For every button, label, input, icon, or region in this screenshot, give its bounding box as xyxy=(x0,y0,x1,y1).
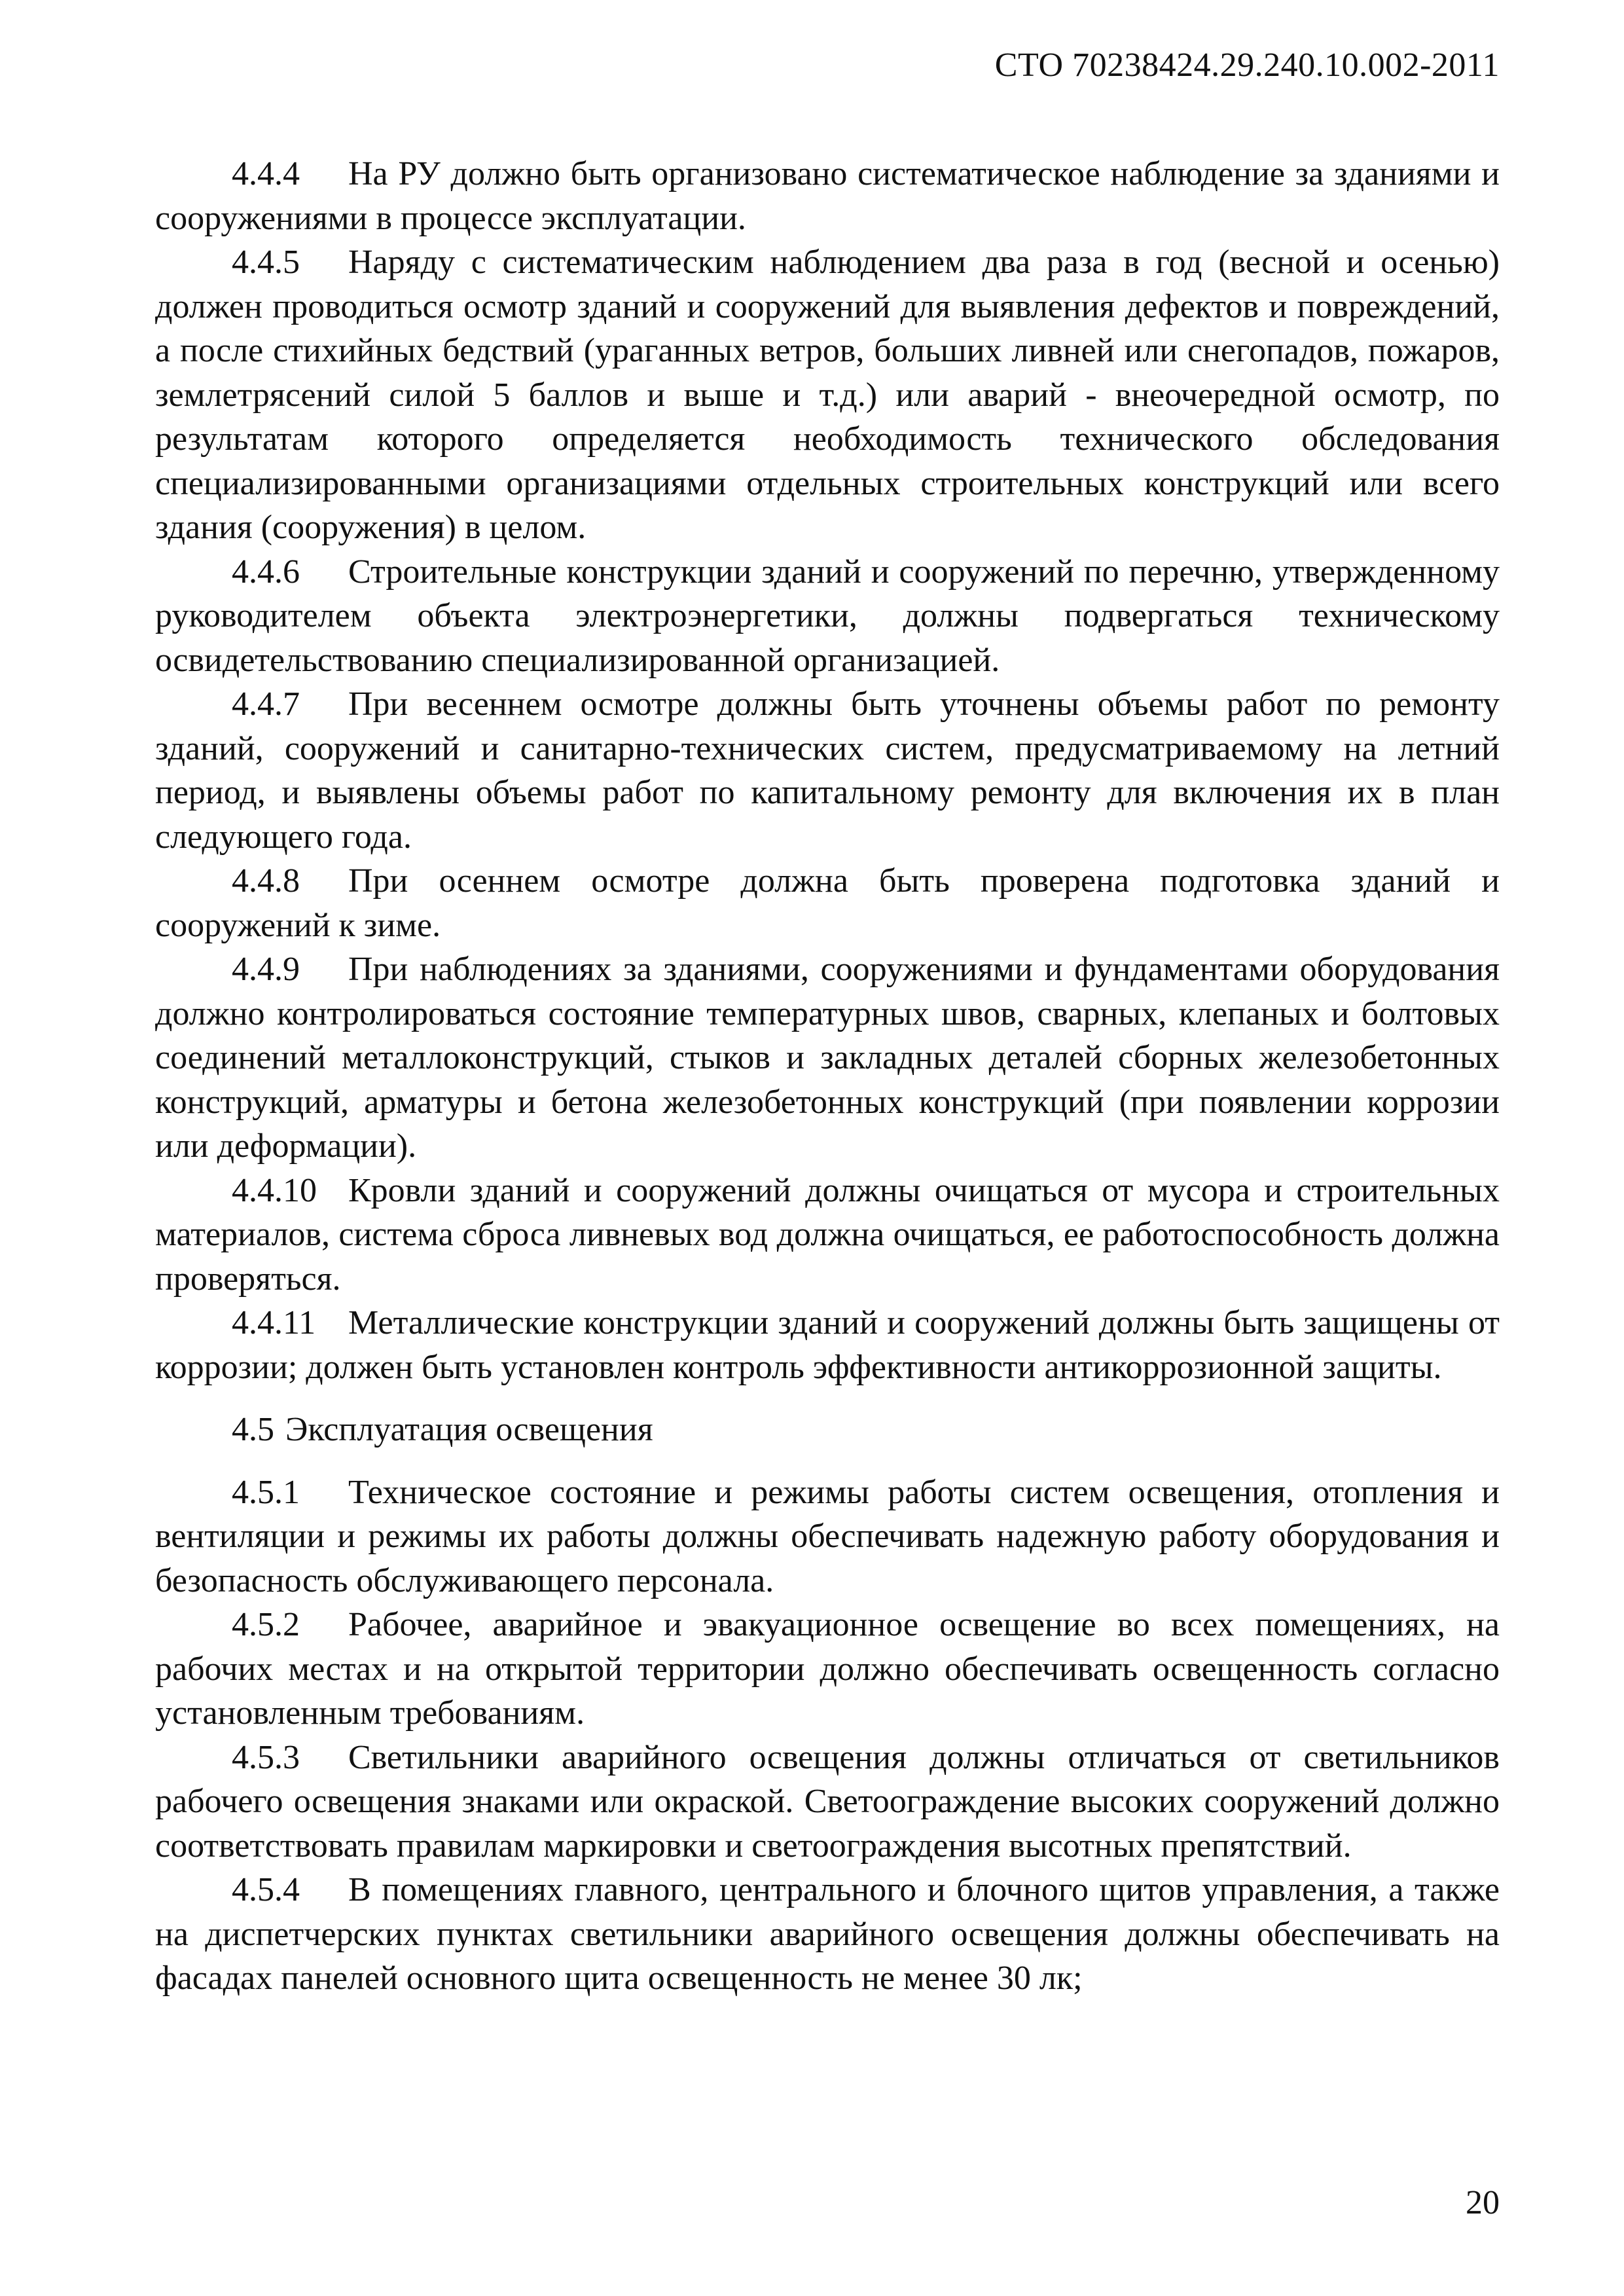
paragraph-group-4-5 xyxy=(155,1470,1500,2001)
clause-text: Наряду с систематическим наблюдением два раза в год (весной и осенью) должен проводиться осмотр зданий и сооружений для выявления дефектов и повреждений, а после стихийных бедствий (ураганных ветров, больших ливней или снегопадов, пожаров, землетрясений силой 5 баллов и выше и т.д.) или аварий - внеочередной осмотр, по результатам которого определяется необходимость технического обследования специализированными организациями отдельных строительных конструкций или всего здания (сооружения) в целом. xyxy=(155,244,1500,546)
clause-text: Строительные конструкции зданий и сооружений по перечню, утвержденному руководителем объекта электроэнергетики, должны подвергаться техническому освидетельствованию специализированной организацией. xyxy=(155,553,1500,679)
section-number: 4.5 xyxy=(232,1411,274,1448)
paragraph-group-4-4 xyxy=(155,152,1500,1389)
clause-number: 4.4.9 xyxy=(232,951,300,988)
clause-paragraph xyxy=(155,550,1500,683)
page-number: 20 xyxy=(1466,2184,1500,2221)
clause-paragraph xyxy=(155,947,1500,1169)
clause-number: 4.5.3 xyxy=(232,1738,300,1776)
clause-number: 4.5.4 xyxy=(232,1871,300,1908)
clause-number: 4.5.2 xyxy=(232,1606,300,1643)
clause-paragraph xyxy=(155,859,1500,947)
clause-number: 4.4.5 xyxy=(232,244,300,281)
clause-number: 4.4.10 xyxy=(232,1171,317,1209)
clause-text: Техническое состояние и режимы работы систем освещения, отопления и вентиляции и режимы их работы должны обеспечивать надежную работу оборудования и безопасность обслуживающего персонала. xyxy=(155,1473,1500,1599)
section-title: Эксплуатация освещения xyxy=(285,1411,653,1448)
clause-text: В помещениях главного, центрального и блочного щитов управления, а также на диспетчерских пунктах светильники аварийного освещения должны обеспечивать на фасадах панелей основного щита освещенность не менее 30 лк; xyxy=(155,1871,1500,1997)
clause-paragraph xyxy=(155,1470,1500,1603)
document-code-header: СТО 70238424.29.240.10.002-2011 xyxy=(994,46,1500,84)
clause-number: 4.4.8 xyxy=(232,862,300,900)
clause-paragraph xyxy=(155,1603,1500,1736)
clause-paragraph xyxy=(155,1868,1500,2001)
clause-number: 4.4.11 xyxy=(232,1304,316,1341)
clause-paragraph xyxy=(155,682,1500,859)
clause-number: 4.4.6 xyxy=(232,553,300,591)
clause-paragraph xyxy=(155,1169,1500,1302)
clause-text: Кровли зданий и сооружений должны очищаться от мусора и строительных материалов, система сброса ливневых вод должна очищаться, ее работоспособность должна проверяться. xyxy=(155,1171,1500,1298)
clause-text: Металлические конструкции зданий и сооружений должны быть защищены от коррозии; должен быть установлен контроль эффективности антикоррозионной защиты. xyxy=(155,1304,1500,1386)
clause-text: На РУ должно быть организовано систематическое наблюдение за зданиями и сооружениями в процессе эксплуатации. xyxy=(155,155,1500,237)
clause-paragraph xyxy=(155,240,1500,550)
clause-paragraph xyxy=(155,152,1500,240)
section-heading xyxy=(155,1408,1500,1452)
clause-paragraph xyxy=(155,1301,1500,1389)
clause-number: 4.4.4 xyxy=(232,155,300,192)
clause-number: 4.5.1 xyxy=(232,1473,300,1511)
clause-text: Светильники аварийного освещения должны отличаться от светильников рабочего освещения знаками или окраской. Светоограждение высоких сооружений должно соответствовать правилам маркировки и светоограждения высотных препятствий. xyxy=(155,1738,1500,1865)
clause-number: 4.4.7 xyxy=(232,685,300,723)
document-body xyxy=(155,152,1500,2001)
clause-text: При наблюдениях за зданиями, сооружениями и фундаментами оборудования должно контролироваться состояние температурных швов, сварных, клепаных и болтовых соединений металлоконструкций, стыков и закладных деталей сборных железобетонных конструкций, арматуры и бетона железобетонных конструкций (при появлении коррозии или деформации). xyxy=(155,951,1500,1165)
clause-paragraph xyxy=(155,1736,1500,1868)
clause-text: Рабочее, аварийное и эвакуационное освещение во всех помещениях, на рабочих местах и на открытой территории должно обеспечивать освещенность согласно установленным требованиям. xyxy=(155,1606,1500,1732)
clause-text: При осеннем осмотре должна быть проверена подготовка зданий и сооружений к зиме. xyxy=(155,862,1500,944)
clause-text: При весеннем осмотре должны быть уточнены объемы работ по ремонту зданий, сооружений и санитарно-технических систем, предусматриваемому на летний период, и выявлены объемы работ по капитальному ремонту для включения их в план следующего года. xyxy=(155,685,1500,856)
